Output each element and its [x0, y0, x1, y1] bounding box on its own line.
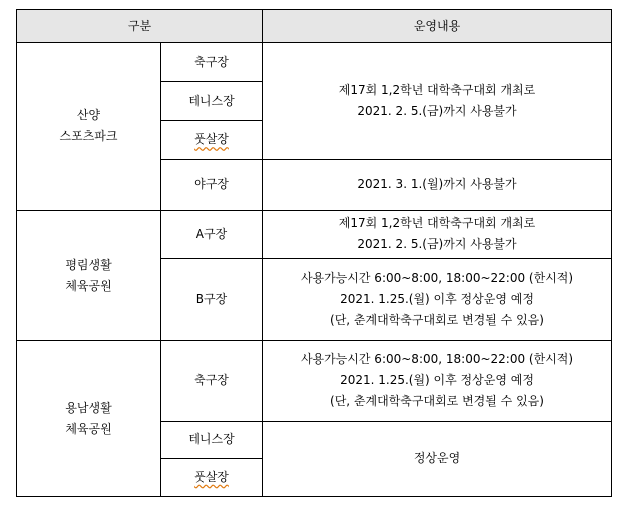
facility-cell: B구장 [161, 258, 263, 340]
area-name-line: 산양 [76, 108, 101, 123]
area-name-line: 용남생활 [65, 400, 112, 415]
content-line: 2021. 1.25.(월) 이후 정상운영 예정 [340, 292, 534, 307]
facility-cell: A구장 [161, 210, 263, 258]
content-cell [263, 421, 612, 496]
area-name-line: 체육공원 [65, 421, 112, 436]
table-header-row [17, 10, 612, 43]
facility-cell [161, 458, 263, 496]
content-cell [263, 159, 612, 210]
facility-label: 풋살장 [194, 469, 229, 484]
header-content: 운영내용 [263, 10, 612, 43]
content-line: 사용가능시간 6:00~8:00, 18:00~22:00 (한시적) [300, 352, 574, 367]
area-yongnam [17, 341, 161, 497]
content-line: 제17회 1,2학년 대학축구대회 개최로 [338, 82, 536, 97]
header-category: 구분 [17, 10, 263, 43]
content-line: 2021. 3. 1.(월)까지 사용불가 [357, 177, 517, 192]
content-line: 2021. 2. 5.(금)까지 사용불가 [357, 103, 517, 118]
area-name-line: 평림생활 [65, 257, 112, 272]
content-cell [263, 258, 612, 340]
content-line: 제17회 1,2학년 대학축구대회 개최로 [338, 216, 536, 231]
content-cell [263, 210, 612, 258]
facility-cell [161, 121, 263, 159]
content-line: 2021. 2. 5.(금)까지 사용불가 [357, 237, 517, 252]
content-cell [263, 43, 612, 160]
facility-cell: 테니스장 [161, 421, 263, 458]
content-cell [263, 341, 612, 421]
table-row [17, 43, 612, 82]
area-name-line: 스포츠파크 [59, 129, 118, 144]
area-pyeongnim [17, 210, 161, 341]
area-name-line: 체육공원 [65, 278, 112, 293]
content-line: 사용가능시간 6:00~8:00, 18:00~22:00 (한시적) [300, 271, 574, 286]
content-line: 정상운영 [413, 451, 461, 466]
content-line: 2021. 1.25.(월) 이후 정상운영 예정 [340, 373, 534, 388]
content-line: (단, 춘계대학축구대회로 변경될 수 있음) [330, 394, 544, 409]
table-row [17, 210, 612, 258]
area-sanyang [17, 43, 161, 211]
facility-cell: 테니스장 [161, 82, 263, 121]
facility-cell: 축구장 [161, 341, 263, 421]
table-row [17, 341, 612, 421]
facility-label: 풋살장 [194, 132, 229, 147]
content-line: (단, 춘계대학축구대회로 변경될 수 있음) [330, 313, 544, 328]
facility-cell: 축구장 [161, 43, 263, 82]
facility-status-table [16, 9, 612, 497]
facility-cell: 야구장 [161, 159, 263, 210]
